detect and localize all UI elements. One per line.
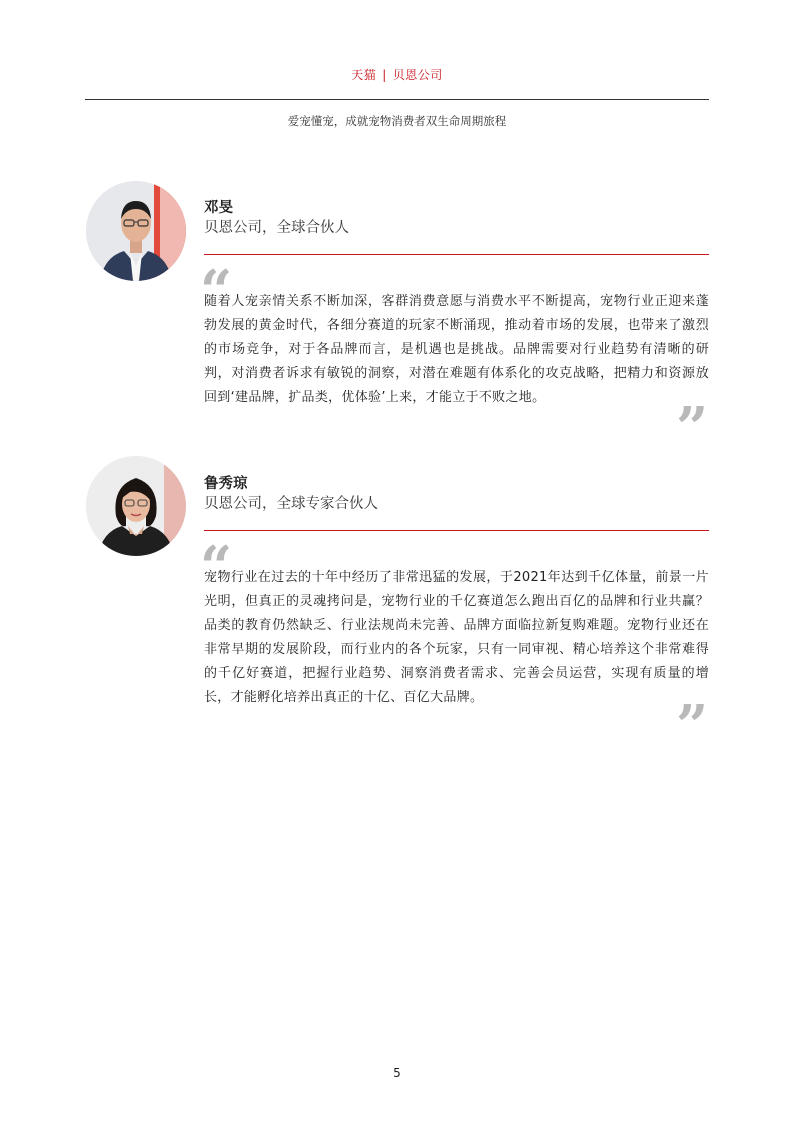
close-quote-icon: ” xyxy=(676,693,709,759)
brand-separator: | xyxy=(382,68,387,82)
header-divider xyxy=(85,99,709,100)
person-role: 贝恩公司，全球专家合伙人 xyxy=(204,496,378,512)
person-name: 邓旻 xyxy=(204,200,233,216)
brand-tmall: 天猫 xyxy=(351,68,377,82)
open-quote-icon: “ xyxy=(200,258,233,324)
page-number: 5 xyxy=(393,1066,401,1080)
page-subtitle: 爱宠懂宠，成就宠物消费者双生命周期旅程 xyxy=(287,114,507,128)
brand-bain: 贝恩公司 xyxy=(392,68,443,82)
quote-text: 随着人宠亲情关系不断加深，客群消费意愿与消费水平不断提高，宠物行业正迎来蓬勃发展的黄金时代，各细分赛道的玩家不断涌现，推动着市场的发展，也带来了激烈的市场竞争，对于各品牌而言，是机遇也是挑战。品牌需要对行业趋势有清晰的研判，对消费者诉求有敏锐的洞察，对潜在难题有体系化的攻克战略，把精力和资源放回到‘建品牌，扩品类，优体验’上来，才能立于不败之地。 xyxy=(204,294,709,405)
person-name: 鲁秀琼 xyxy=(204,476,248,492)
open-quote-icon: “ xyxy=(200,534,233,600)
person-role: 贝恩公司，全球合伙人 xyxy=(204,220,349,236)
header-brand xyxy=(0,66,794,83)
avatar xyxy=(86,456,186,556)
portrait-man-icon xyxy=(86,181,186,281)
name-divider xyxy=(204,254,709,255)
portrait-woman-icon xyxy=(86,456,186,556)
close-quote-icon: ” xyxy=(676,395,709,461)
name-divider xyxy=(204,530,709,531)
avatar xyxy=(86,181,186,281)
quote-text: 宠物行业在过去的十年中经历了非常迅猛的发展，于2021年达到千亿体量，前景一片光明，但真正的灵魂拷问是，宠物行业的千亿赛道怎么跑出百亿的品牌和行业共赢？品类的教育仍然缺乏、行业法规尚未完善、品牌方面临拉新复购难题。宠物行业还在非常早期的发展阶段，而行业内的各个玩家，只有一同审视、精心培养这个非常难得的千亿好赛道，把握行业趋势、洞察消费者需求、完善会员运营，实现有质量的增长，才能孵化培养出真正的十亿、百亿大品牌。 xyxy=(204,570,709,705)
